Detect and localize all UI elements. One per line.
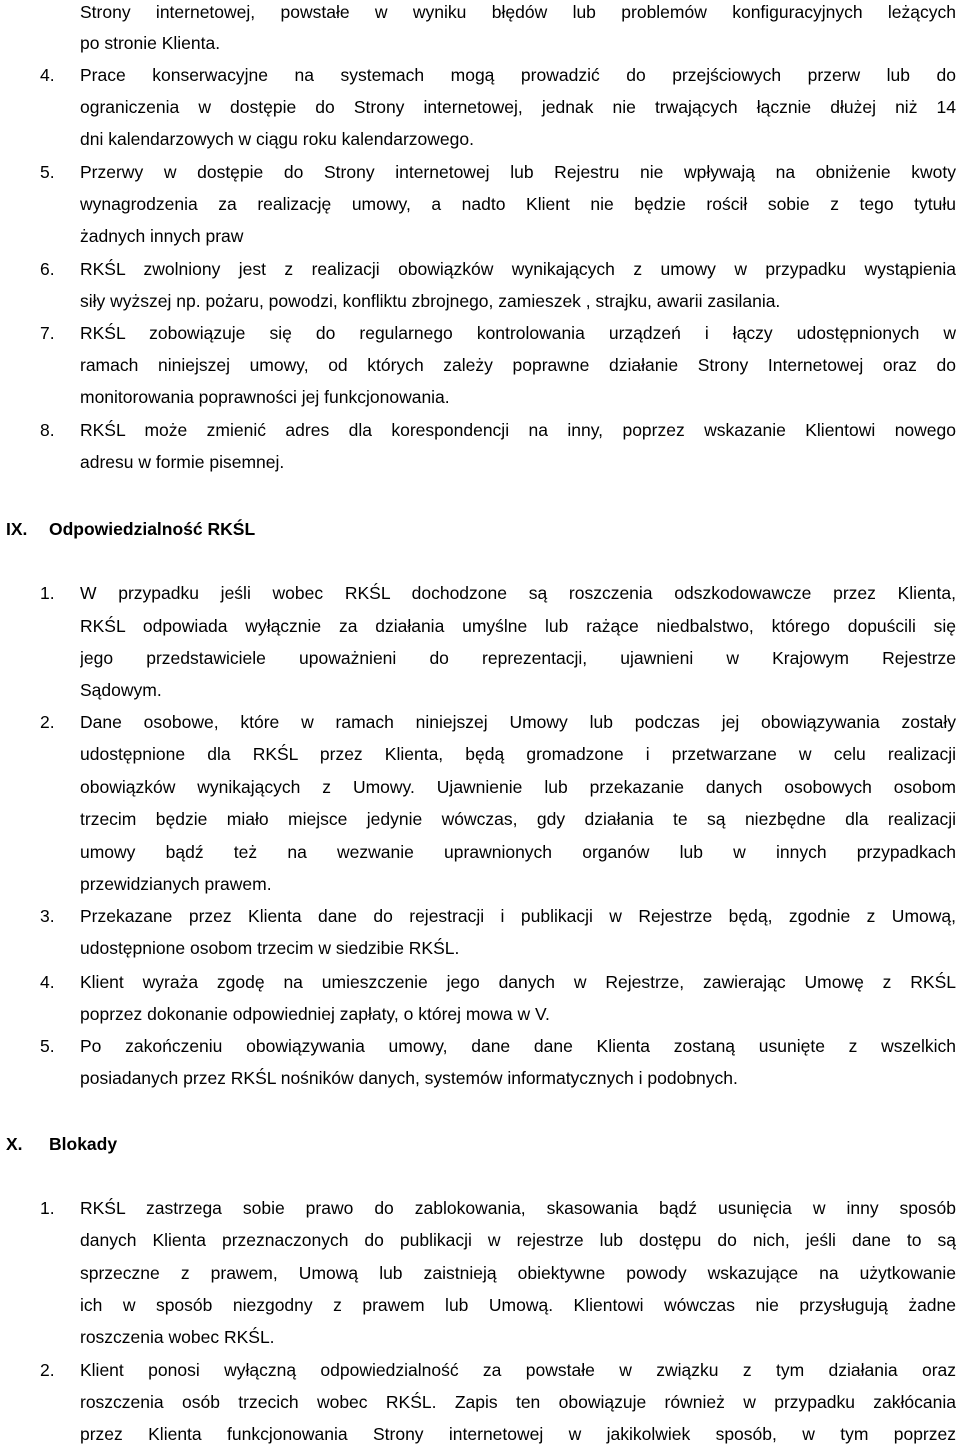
paragraph-line: żadnych innych praw <box>80 226 244 246</box>
paragraph-line: roszczenia wobec RKŚL. <box>80 1327 275 1347</box>
list-item-number: 4. <box>40 65 55 85</box>
paragraph-line: adresu w formie pisemnej. <box>80 452 285 472</box>
paragraph-line: ich w sposób niezgodny z prawem lub Umową. Klientowi wówczas nie przysługują żadne <box>80 1295 956 1315</box>
list-item-number: 2. <box>40 1360 55 1380</box>
paragraph-line: Przerwy w dostępie do Strony internetowej lub Rejestru nie wpływają na obniżenie kwoty <box>80 162 956 182</box>
paragraph-line: Klient ponosi wyłączną odpowiedzialność za powstałe w związku z tym działania oraz <box>80 1360 956 1380</box>
paragraph-line: ograniczenia w dostępie do Strony internetowej, jednak nie trwających łącznie dłużej niż 14 <box>80 97 956 117</box>
paragraph-line: Przekazane przez Klienta dane do rejestracji i publikacji w Rejestrze będą, zgodnie z Umową, <box>80 906 956 926</box>
paragraph-line: posiadanych przez RKŚL nośników danych, systemów informatycznych i podobnych. <box>80 1068 738 1088</box>
paragraph-line: trzecim będzie miało miejsce jedynie wówczas, gdy działania te są niezbędne dla realizacji <box>80 809 956 829</box>
list-item-number: 4. <box>40 972 55 992</box>
paragraph-line: W przypadku jeśli wobec RKŚL dochodzone są roszczenia odszkodowawcze przez Klienta, <box>80 583 956 603</box>
paragraph-line: RKŚL odpowiada wyłącznie za działania umyślne lub rażące niedbalstwo, którego dopuścili się <box>80 616 956 636</box>
paragraph-line: przez Klienta funkcjonowania Strony internetowej w jakikolwiek sposób, w tym poprzez <box>80 1424 956 1444</box>
paragraph-line: udostępnione dla RKŚL przez Klienta, będą gromadzone i przetwarzane w celu realizacji <box>80 744 956 764</box>
paragraph-line: roszczenia osób trzecich wobec RKŚL. Zapis ten obowiązuje również w przypadku zakłócania <box>80 1392 956 1412</box>
paragraph-line: Prace konserwacyjne na systemach mogą prowadzić do przejściowych przerw lub do <box>80 65 956 85</box>
paragraph-line: Dane osobowe, które w ramach niniejszej Umowy lub podczas jej obowiązywania zostały <box>80 712 956 732</box>
list-item-number: 1. <box>40 1198 55 1218</box>
paragraph-line: sprzeczne z prawem, Umową lub zaistnieją obiektywne powody wskazujące na użytkowanie <box>80 1263 956 1283</box>
paragraph-line: Po zakończeniu obowiązywania umowy, dane dane Klienta zostaną usunięte z wszelkich <box>80 1036 956 1056</box>
paragraph-line: Sądowym. <box>80 680 162 700</box>
paragraph-line: monitorowania poprawności jej funkcjonowania. <box>80 387 450 407</box>
paragraph-line: Klient wyraża zgodę na umieszczenie jego danych w Rejestrze, zawierając Umowę z RKŚL <box>80 972 956 992</box>
paragraph-line: przewidzianych prawem. <box>80 874 272 894</box>
paragraph-line: po stronie Klienta. <box>80 33 221 53</box>
paragraph-line: obowiązków wynikających z Umowy. Ujawnienie lub przekazanie danych osobowych osobom <box>80 777 956 797</box>
paragraph-line: dni kalendarzowych w ciągu roku kalendarzowego. <box>80 129 474 149</box>
paragraph-line: ramach niniejszej umowy, od których zależy poprawne działanie Strony Internetowej oraz do <box>80 355 956 375</box>
section-heading: Odpowiedzialność RKŚL <box>49 519 256 539</box>
paragraph-line: poprzez dokonanie odpowiedniej zapłaty, o której mowa w V. <box>80 1004 550 1024</box>
section-heading: Blokady <box>49 1134 118 1154</box>
list-item-number: 8. <box>40 420 55 440</box>
list-item-number: 5. <box>40 162 55 182</box>
list-item-number: 7. <box>40 323 55 343</box>
list-item-number: 1. <box>40 583 55 603</box>
section-number: IX. <box>6 519 28 539</box>
paragraph-line: RKŚL zwolniony jest z realizacji obowiązków wynikających z umowy w przypadku wystąpienia <box>80 259 956 279</box>
paragraph-line: umowy bądź też na wezwanie uprawnionych organów lub w innych przypadkach <box>80 842 956 862</box>
paragraph-line: Strony internetowej, powstałe w wyniku błędów lub problemów konfiguracyjnych leżących <box>80 2 956 22</box>
paragraph-line: RKŚL zobowiązuje się do regularnego kontrolowania urządzeń i łączy udostępnionych w <box>80 323 956 343</box>
list-item-number: 2. <box>40 712 55 732</box>
list-item-number: 5. <box>40 1036 55 1056</box>
paragraph-line: RKŚL zastrzega sobie prawo do zablokowania, skasowania bądź usunięcia w inny sposób <box>80 1198 956 1218</box>
paragraph-line: danych Klienta przeznaczonych do publikacji w rejestrze lub dostępu do nich, jeśli dane to są <box>80 1230 956 1250</box>
paragraph-line: RKŚL może zmienić adres dla korespondencji na inny, poprzez wskazanie Klientowi nowego <box>80 420 956 440</box>
paragraph-line: wynagrodzenia za realizację umowy, a nadto Klient nie będzie rościł sobie z tego tytułu <box>80 194 956 214</box>
section-number: X. <box>6 1134 23 1154</box>
list-item-number: 6. <box>40 259 55 279</box>
paragraph-line: siły wyższej np. pożaru, powodzi, konfliktu zbrojnego, zamieszek , strajku, awarii zasilania. <box>80 291 781 311</box>
paragraph-line: jego przedstawiciele upoważnieni do reprezentacji, ujawnieni w Krajowym Rejestrze <box>80 648 956 668</box>
list-item-number: 3. <box>40 906 55 926</box>
paragraph-line: udostępnione osobom trzecim w siedzibie RKŚL. <box>80 938 460 958</box>
